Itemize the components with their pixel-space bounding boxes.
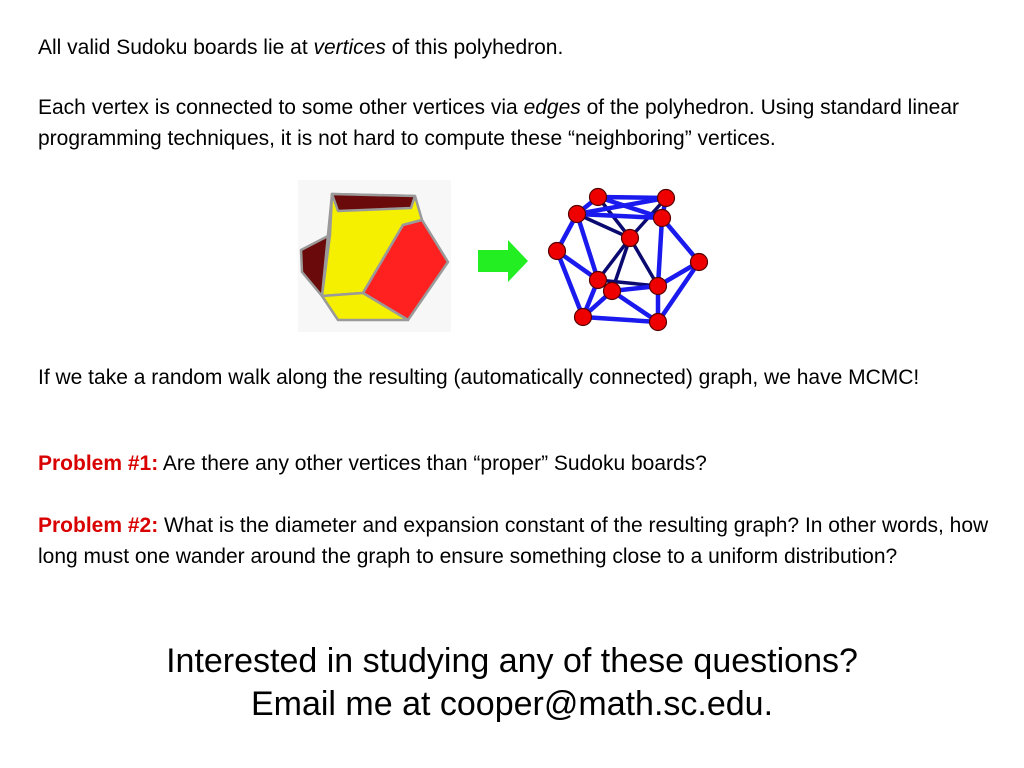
problem-1-label: Problem #1: [38, 452, 159, 475]
intro-text-start: All valid Sudoku boards lie at [38, 36, 314, 59]
intro-text-end: of this polyhedron. [385, 36, 564, 59]
polyhedron-image [298, 180, 451, 332]
graph-vertex-10 [575, 309, 592, 326]
polyhedron-face-top-edge [332, 194, 415, 211]
closing-line-1: Interested in studying any of these questions? [166, 642, 858, 680]
graph-vertex-3 [654, 210, 671, 227]
problem-1 [38, 448, 998, 479]
graph-vertex-5 [549, 243, 566, 260]
intro-emphasis-vertices: vertices [313, 36, 386, 59]
graph-vertex-7 [590, 272, 607, 289]
graph-vertex-9 [650, 278, 667, 295]
problem-2-label: Problem #2: [38, 514, 159, 537]
closing-line-2: Email me at cooper@math.sc.edu. [250, 685, 774, 723]
graph-vertex-6 [691, 254, 708, 271]
problem-2 [38, 510, 998, 572]
edges-text-end: of the polyhedron. Using standard linear programming techniques, it is not hard to compute these “neighboring” vertices. [38, 96, 960, 150]
edges-emphasis: edges [523, 96, 581, 119]
problem-2-text: What is the diameter and expansion constant of the resulting graph? In other words, how long must one wander around the graph to ensure something close to a uniform distribution? [38, 514, 989, 568]
random-walk-paragraph: If we take a random walk along the resulting (automatically connected) graph, we have MCMC! [38, 366, 920, 389]
edges-text-start: Each vertex is connected to some other vertices via [38, 96, 524, 119]
graph-vertex-2 [569, 206, 586, 223]
problem-1-text: Are there any other vertices than “proper” Sudoku boards? [158, 452, 707, 475]
intro-paragraph [38, 32, 998, 63]
graph-vertex-0 [590, 189, 607, 206]
graph-edge-front-11 [658, 218, 662, 286]
closing-message [0, 640, 1024, 726]
graph-vertex-8 [604, 283, 621, 300]
edges-paragraph [38, 92, 998, 154]
graph-vertex-11 [650, 314, 667, 331]
polyhedron-graph-image [540, 180, 720, 340]
right-arrow-icon [478, 240, 530, 282]
arrow-shape [478, 240, 528, 282]
graph-edge-front-5 [583, 317, 658, 322]
graph-vertex-1 [658, 190, 675, 207]
graph-vertex-4 [622, 230, 639, 247]
